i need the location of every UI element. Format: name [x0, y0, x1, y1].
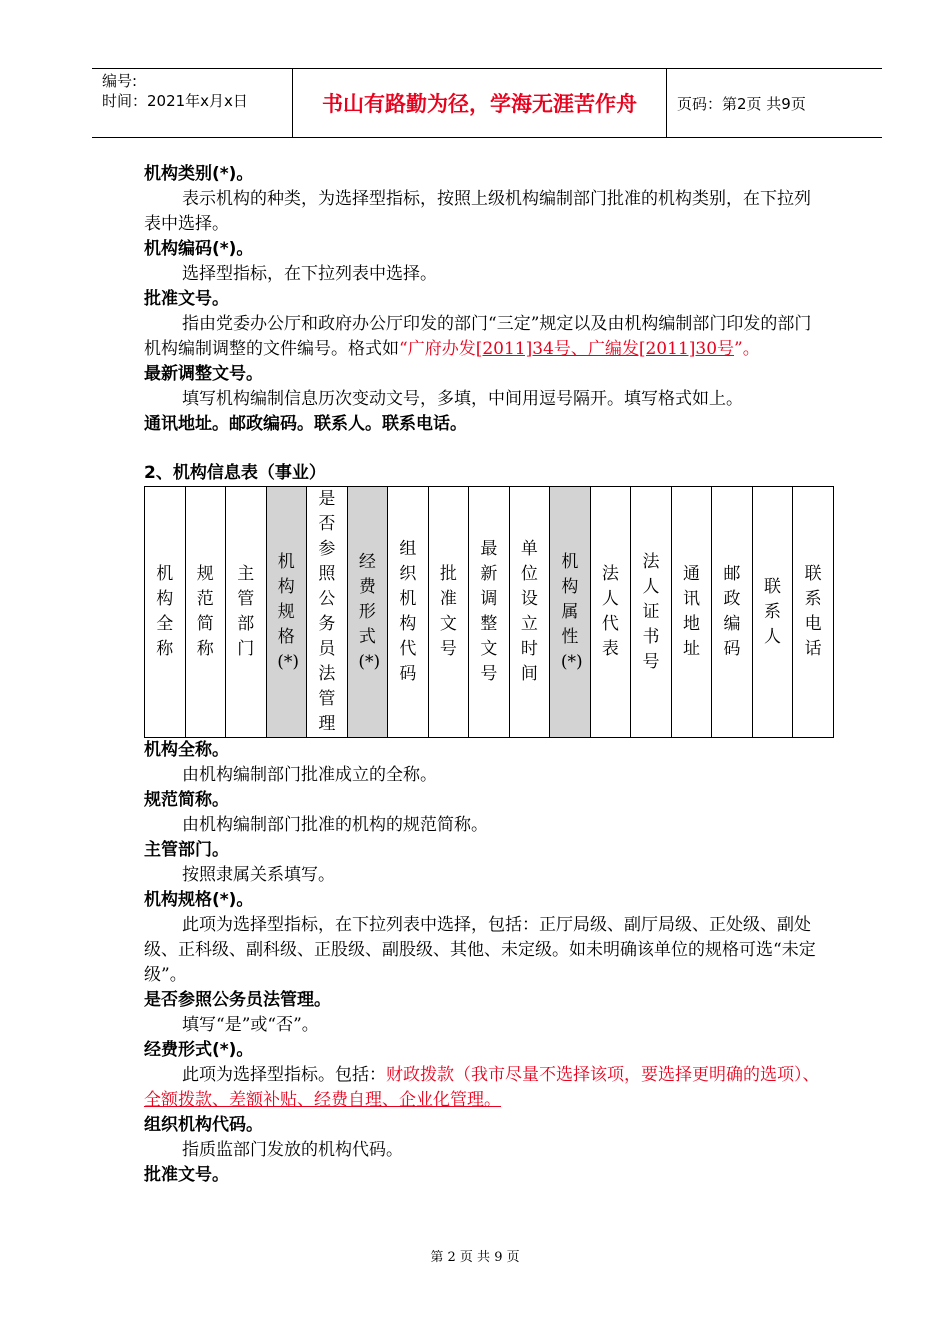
para-category: 表示机构的种类，为选择型指标，按照上级机构编制部门批准的机构类别，在下拉列表中选择。 — [144, 189, 811, 234]
format-example: [2011]34号、广编发[2011]30号 — [475, 339, 735, 359]
header-time: 时间：2021年x月x日 — [102, 92, 248, 110]
column-label: 法人证书号 — [642, 551, 660, 672]
para-full-name: 由机构编制部门批准成立的全称。 — [182, 765, 437, 785]
table-column-header — [550, 487, 591, 738]
heading-department: 主管部门。 — [144, 840, 229, 860]
table-column-header — [671, 487, 712, 738]
table-title: 2、机构信息表（事业） — [144, 463, 326, 483]
table-column-header — [307, 487, 348, 738]
column-label: 主管部门 — [237, 564, 255, 659]
heading-code: 机构编码(*)。 — [144, 239, 254, 259]
column-label: 批准文号 — [439, 564, 457, 659]
page-header — [92, 68, 882, 138]
column-label: 最新调整文号 — [480, 539, 498, 684]
para-short-name: 由机构编制部门批准的机构的规范简称。 — [182, 815, 488, 835]
heading-approval-no: 批准文号。 — [144, 289, 229, 309]
column-label: 通讯地址 — [682, 564, 700, 659]
para-approval-text: 指由党委办公厅和政府办公厅印发的部门“三定”规定以及由机构编制部门印发的部门机构编制调整的文件编号。格式如 — [144, 314, 812, 359]
para-code: 选择型指标，在下拉列表中选择。 — [182, 264, 437, 284]
para-funding-text: 此项为选择型指标。包括： — [182, 1065, 386, 1085]
table-column-header — [266, 487, 307, 738]
table-column-header — [388, 487, 429, 738]
format-example-open: “广府办发 — [399, 339, 476, 359]
heading-full-name: 机构全称。 — [144, 740, 229, 760]
para-civil-servant: 填写“是”或“否”。 — [182, 1015, 319, 1035]
table-column-header — [793, 487, 834, 738]
table-column-header — [185, 487, 226, 738]
table-column-header — [631, 487, 672, 738]
heading-approval-no-2: 批准文号。 — [144, 1165, 229, 1185]
heading-latest-adjust: 最新调整文号。 — [144, 364, 263, 384]
para-department: 按照隶属关系填写。 — [182, 865, 335, 885]
column-label: 组织机构代码 — [399, 539, 417, 684]
column-label: 机构全称 — [156, 564, 174, 659]
table-column-header — [590, 487, 631, 738]
column-label: 法人代表 — [601, 564, 619, 659]
table-column-header — [752, 487, 793, 738]
header-motto: 书山有路勤为径，学海无涯苦作舟 — [293, 69, 667, 137]
column-label: 是否参照公务员法管理 — [318, 489, 336, 734]
para-funding — [144, 1063, 824, 1113]
para-level: 此项为选择型指标，在下拉列表中选择，包括：正厅局级、副厅局级、正处级、副处级、正科级、副科级、正股级、副股级、其他、未定级。如未明确该单位的规格可选“未定级”。 — [144, 915, 816, 985]
column-label: 机构规格(*) — [277, 551, 300, 672]
funding-options-red: 财政拨款（我市尽量不选择该项，要选择更明确的选项）、 — [386, 1065, 820, 1085]
table-column-header — [226, 487, 267, 738]
table-column-header — [347, 487, 388, 738]
column-label: 邮政编码 — [723, 564, 741, 659]
table-column-header — [469, 487, 510, 738]
column-label: 规范简称 — [196, 564, 214, 659]
heading-org-code: 组织机构代码。 — [144, 1115, 263, 1135]
table-column-header — [509, 487, 550, 738]
header-code-label: 编号: — [102, 72, 138, 90]
column-label: 联系人 — [763, 576, 781, 647]
column-label: 机构属性(*) — [560, 551, 583, 672]
heading-civil-servant: 是否参照公务员法管理。 — [144, 990, 331, 1010]
format-example-close: ”。 — [734, 339, 760, 359]
document-body — [144, 162, 824, 1188]
heading-funding: 经费形式(*)。 — [144, 1040, 254, 1060]
page-footer: 第 2 页 共 9 页 — [430, 1250, 520, 1265]
heading-category: 机构类别(*)。 — [144, 164, 254, 184]
table-column-header — [712, 487, 753, 738]
heading-level: 机构规格(*)。 — [144, 890, 254, 910]
header-meta — [92, 69, 293, 137]
heading-short-name: 规范简称。 — [144, 790, 229, 810]
institution-info-table — [144, 486, 834, 738]
header-page-number: 页码：第2页 共9页 — [677, 94, 806, 113]
para-approval-no — [144, 312, 824, 362]
table-header-row — [145, 487, 834, 738]
para-latest-adjust: 填写机构编制信息历次变动文号，多填，中间用逗号隔开。填写格式如上。 — [182, 389, 743, 409]
table-column-header — [145, 487, 186, 738]
para-org-code: 指质监部门发放的机构代码。 — [182, 1140, 403, 1160]
column-label: 单位设立时间 — [520, 539, 538, 684]
column-label: 联系电话 — [804, 564, 822, 659]
funding-options-underlined: 全额拨款、差额补贴、经费自理、企业化管理。 — [144, 1090, 501, 1110]
heading-contact: 通讯地址。邮政编码。联系人。联系电话。 — [144, 414, 467, 434]
table-column-header — [428, 487, 469, 738]
column-label: 经费形式(*) — [358, 551, 381, 672]
